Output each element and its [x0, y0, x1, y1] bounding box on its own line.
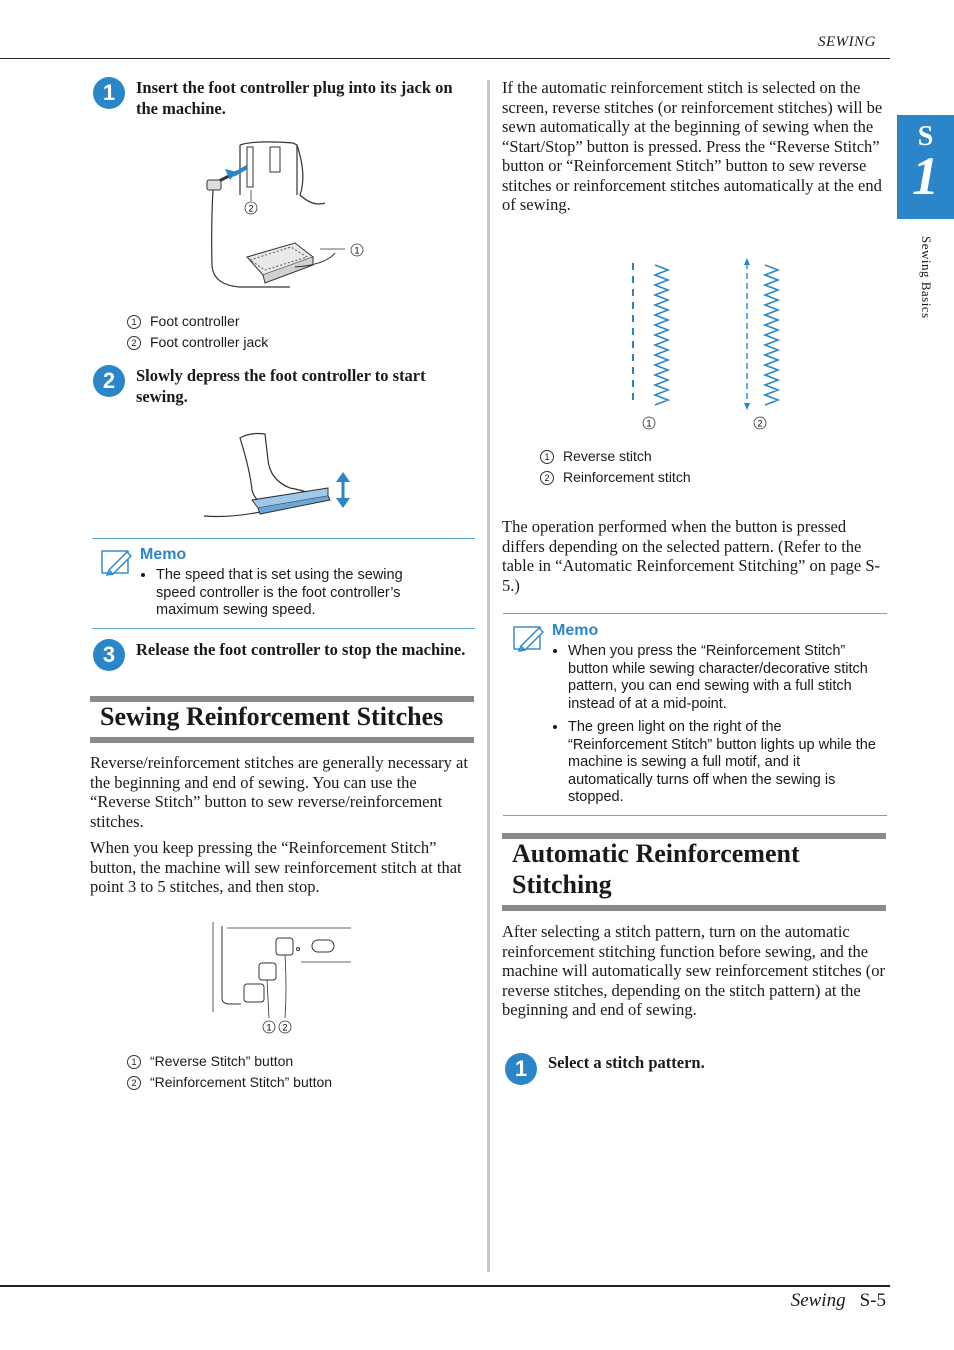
fig4-caption — [540, 446, 691, 488]
memo-bottom-rule — [92, 628, 475, 629]
fig1-callout-1: 1 — [354, 245, 360, 256]
section-bottom-bar — [502, 905, 886, 911]
paragraph: After selecting a stitch pattern, turn on the automatic reinforcement stitching function before sewing, and the machine will automatically sew reinforcement stitches (or reverse stitches, depending on the stitch pattern) at the beginning and end of sewing. — [502, 922, 886, 1019]
memo-title: Memo — [552, 622, 599, 639]
section-heading: Automatic Reinforcement Stitching — [512, 839, 800, 899]
memo-item: • The speed that is set using the sewing speed controller is the foot controller’s maximum sewing speed. — [156, 567, 442, 620]
paragraph: When you keep pressing the “Reinforcement Stitch” button, the machine will sew reinforcement stitch at that point 3 to 5 stitches, and then stop. — [90, 838, 462, 896]
memo-pencil-icon — [101, 548, 133, 576]
section-heading: Sewing Reinforcement Stitches — [100, 702, 444, 731]
caption-item: 1 Reverse stitch — [540, 446, 691, 467]
fig3-callout-2: 2 — [282, 1022, 288, 1033]
chapter-side-label: Sewing Basics — [919, 236, 934, 319]
caption-item: 1 Foot controller — [127, 311, 268, 332]
step-2-number: 2 — [93, 365, 125, 397]
step-1-number: 1 — [93, 77, 125, 109]
memo-title: Memo — [140, 546, 187, 563]
memo-item: • The green light on the right of the “Reinforcement Stitch” button lights up while the machine is sewing a full motif, and it automatically turns off when the sewing is stopped. — [568, 719, 880, 807]
memo-item: • When you press the “Reinforcement Stitch” button while sewing character/decorative stitch pattern, you can end sewing with a full stitch instead of at a mid-point. — [568, 643, 880, 713]
fig4-callout-1: 1 — [646, 418, 652, 429]
step-2-text: Slowly depress the foot controller to start sewing. — [136, 366, 426, 406]
chapter-tab-number: 1 — [912, 146, 939, 206]
step-1-text: Insert the foot controller plug into its jack on the machine. — [136, 78, 453, 118]
caption-item: 2 “Reinforcement Stitch” button — [127, 1072, 332, 1093]
fig3-callout-1: 1 — [266, 1022, 272, 1033]
paragraph: Reverse/reinforcement stitches are generally necessary at the beginning and end of sewing. You can use the “Reverse Stitch” button to sew reverse/reinforcement stitches. — [90, 753, 468, 831]
memo-bottom-rule — [503, 815, 887, 816]
foot-on-pedal-figure — [200, 430, 360, 522]
fig3-caption — [127, 1051, 332, 1093]
paragraph: If the automatic reinforcement stitch is selected on the screen, reverse stitches (or reinforcement stitches) will be sewn automatically at the beginning of sewing when the “Start/Stop” button is pressed. Press the “Reverse Stitch” button or “Reinforcement Stitch” button to sew reverse stitches or reinforcement stitches automatically at the end of sewing. — [502, 78, 883, 214]
fig1-caption — [127, 311, 268, 353]
step-1-text: Select a stitch pattern. — [548, 1053, 705, 1072]
memo-pencil-icon — [513, 624, 545, 652]
chapter-tab — [897, 115, 954, 219]
stitch-diagram-figure — [620, 255, 790, 435]
memo-body — [554, 643, 880, 813]
paragraph: The operation performed when the button is pressed differs depending on the selected pattern. (Refer to the table in “Automatic Reinforcement Stitching” on page S-5.) — [502, 517, 881, 595]
chapter-tab-letter: S — [917, 121, 934, 152]
footer-rule — [0, 1285, 890, 1287]
footer-chapter: Sewing — [790, 1290, 846, 1311]
step-3-number: 3 — [93, 639, 125, 671]
caption-item: 1 “Reverse Stitch” button — [127, 1051, 332, 1072]
step-3-text: Release the foot controller to stop the machine. — [136, 640, 466, 659]
foot-controller-plug-figure — [195, 135, 385, 305]
caption-item: 2 Foot controller jack — [127, 332, 268, 353]
step-1-number: 1 — [505, 1053, 537, 1085]
machine-buttons-figure — [205, 918, 355, 1040]
running-header: SEWING — [818, 34, 876, 50]
page-footer — [791, 1290, 886, 1312]
page-number: S-5 — [859, 1290, 886, 1311]
fig4-callout-2: 2 — [757, 418, 763, 429]
memo-top-rule — [92, 538, 475, 539]
caption-item: 2 Reinforcement stitch — [540, 467, 691, 488]
fig1-callout-2: 2 — [248, 203, 254, 214]
column-divider — [487, 80, 490, 1272]
header-rule — [0, 58, 890, 59]
memo-body — [142, 567, 442, 626]
memo-top-rule — [503, 613, 887, 614]
section-bottom-bar — [90, 737, 474, 743]
